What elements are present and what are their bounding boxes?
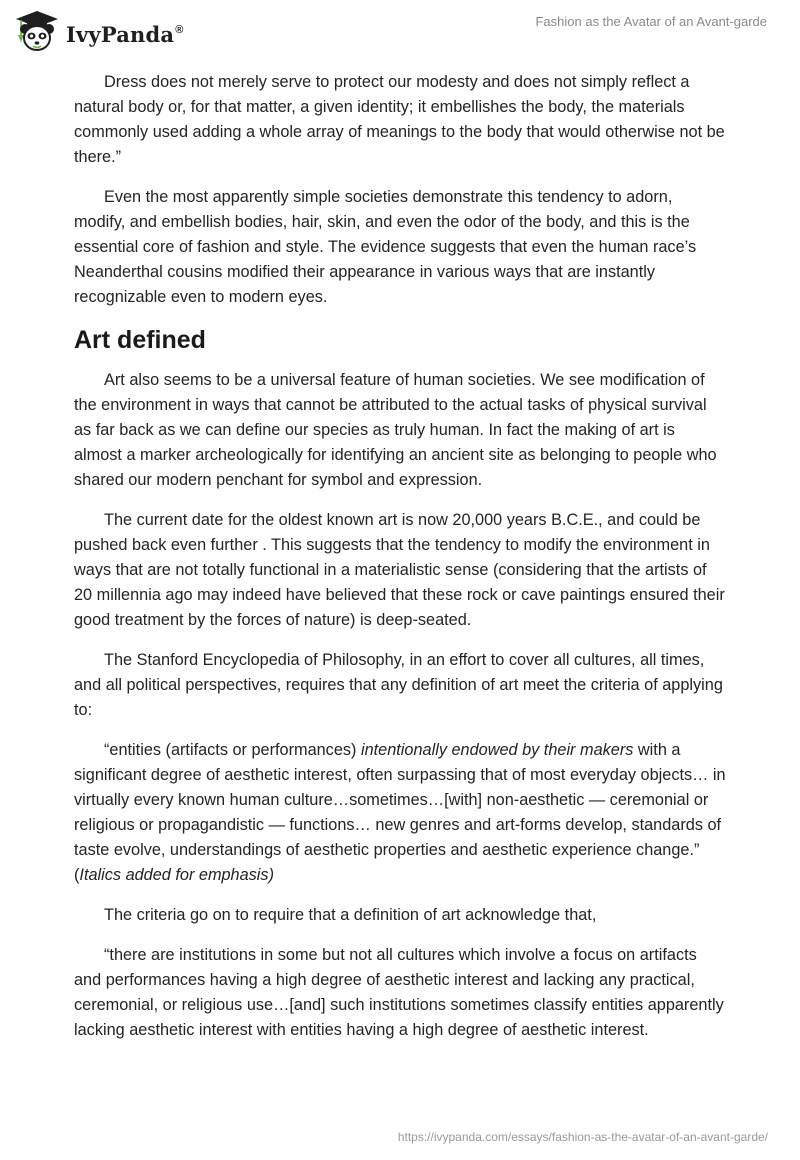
page-header <box>0 0 800 64</box>
registered-mark: ® <box>175 23 184 36</box>
paragraph-oldest-art: The current date for the oldest known art is now 20,000 years B.C.E., and could be pushed back even further . This suggests that the tendency to modify the environment in ways that are not totally functional in a materialistic sense (considering that the artists of 20 millennia ago may indeed have believed that these rock or cave paintings ensured their good treatment by the forces of nature) is deep-seated. <box>74 511 725 629</box>
quote-institutions: “there are institutions in some but not all cultures which involve a focus on artifacts and performances having a high degree of aesthetic interest and lacking any practical, ceremonial, or religious use…[and] such institutions sometimes classify entities apparently lacking aesthetic interest with entities having a high degree of aesthetic interest. <box>74 946 724 1039</box>
paragraph-art-universal: Art also seems to be a universal feature of human societies. We see modification of the environment in ways that cannot be attributed to the actual tasks of physical survival as far back as we can define our species as truly human. In fact the making of art is almost a marker archeologically for identifying an ancient site as belonging to people who shared our modern penchant for symbol and expression. <box>74 371 717 489</box>
quote-entities-part-2: with a significant degree of aesthetic interest, often surpassing that of most everyday objects… in virtually every known human culture…sometimes…[with] non-aesthetic — ceremonial or religious or propagandistic — functions… new genres and art-forms develop, standards of taste evolve, understandings of aesthetic properties and aesthetic experience change.” ( <box>74 741 726 884</box>
panda-graduate-icon <box>14 9 60 53</box>
section-heading-art-defined: Art defined <box>74 326 206 354</box>
document-title: Fashion as the Avatar of an Avant-garde <box>535 14 767 29</box>
ivypanda-logo[interactable] <box>14 9 184 53</box>
logo-wordmark: IvyPanda® <box>66 21 184 47</box>
essay-body <box>74 70 726 1058</box>
paragraph-stanford: The Stanford Encyclopedia of Philosophy, in an effort to cover all cultures, all times, and all political perspectives, requires that any definition of art meet the criteria of applying to: <box>74 651 723 719</box>
paragraph-simple-societies: Even the most apparently simple societies demonstrate this tendency to adorn, modify, and embellish bodies, hair, skin, and even the odor of the body, and this is the essential core of fashion and style. The evidence suggests that even the human race’s Neanderthal cousins modified their appearance in various ways that are instantly recognizable even to modern eyes. <box>74 188 697 306</box>
paragraph-criteria: The criteria go on to require that a definition of art acknowledge that, <box>104 906 597 924</box>
paragraph-dress: Dress does not merely serve to protect our modesty and does not simply reflect a natural body or, for that matter, a given identity; it embellishes the body, the materials commonly used adding a whole array of meanings to the body that would otherwise not be there.” <box>74 73 725 166</box>
quote-entities-italic: intentionally endowed by their makers <box>360 741 634 759</box>
quote-entities <box>74 738 726 888</box>
italics-note: Italics added for emphasis) <box>79 866 274 884</box>
source-url[interactable]: https://ivypanda.com/essays/fashion-as-the-avatar-of-an-avant-garde/ <box>397 1130 768 1144</box>
quote-entities-part-1: “entities (artifacts or performances) <box>104 741 361 759</box>
